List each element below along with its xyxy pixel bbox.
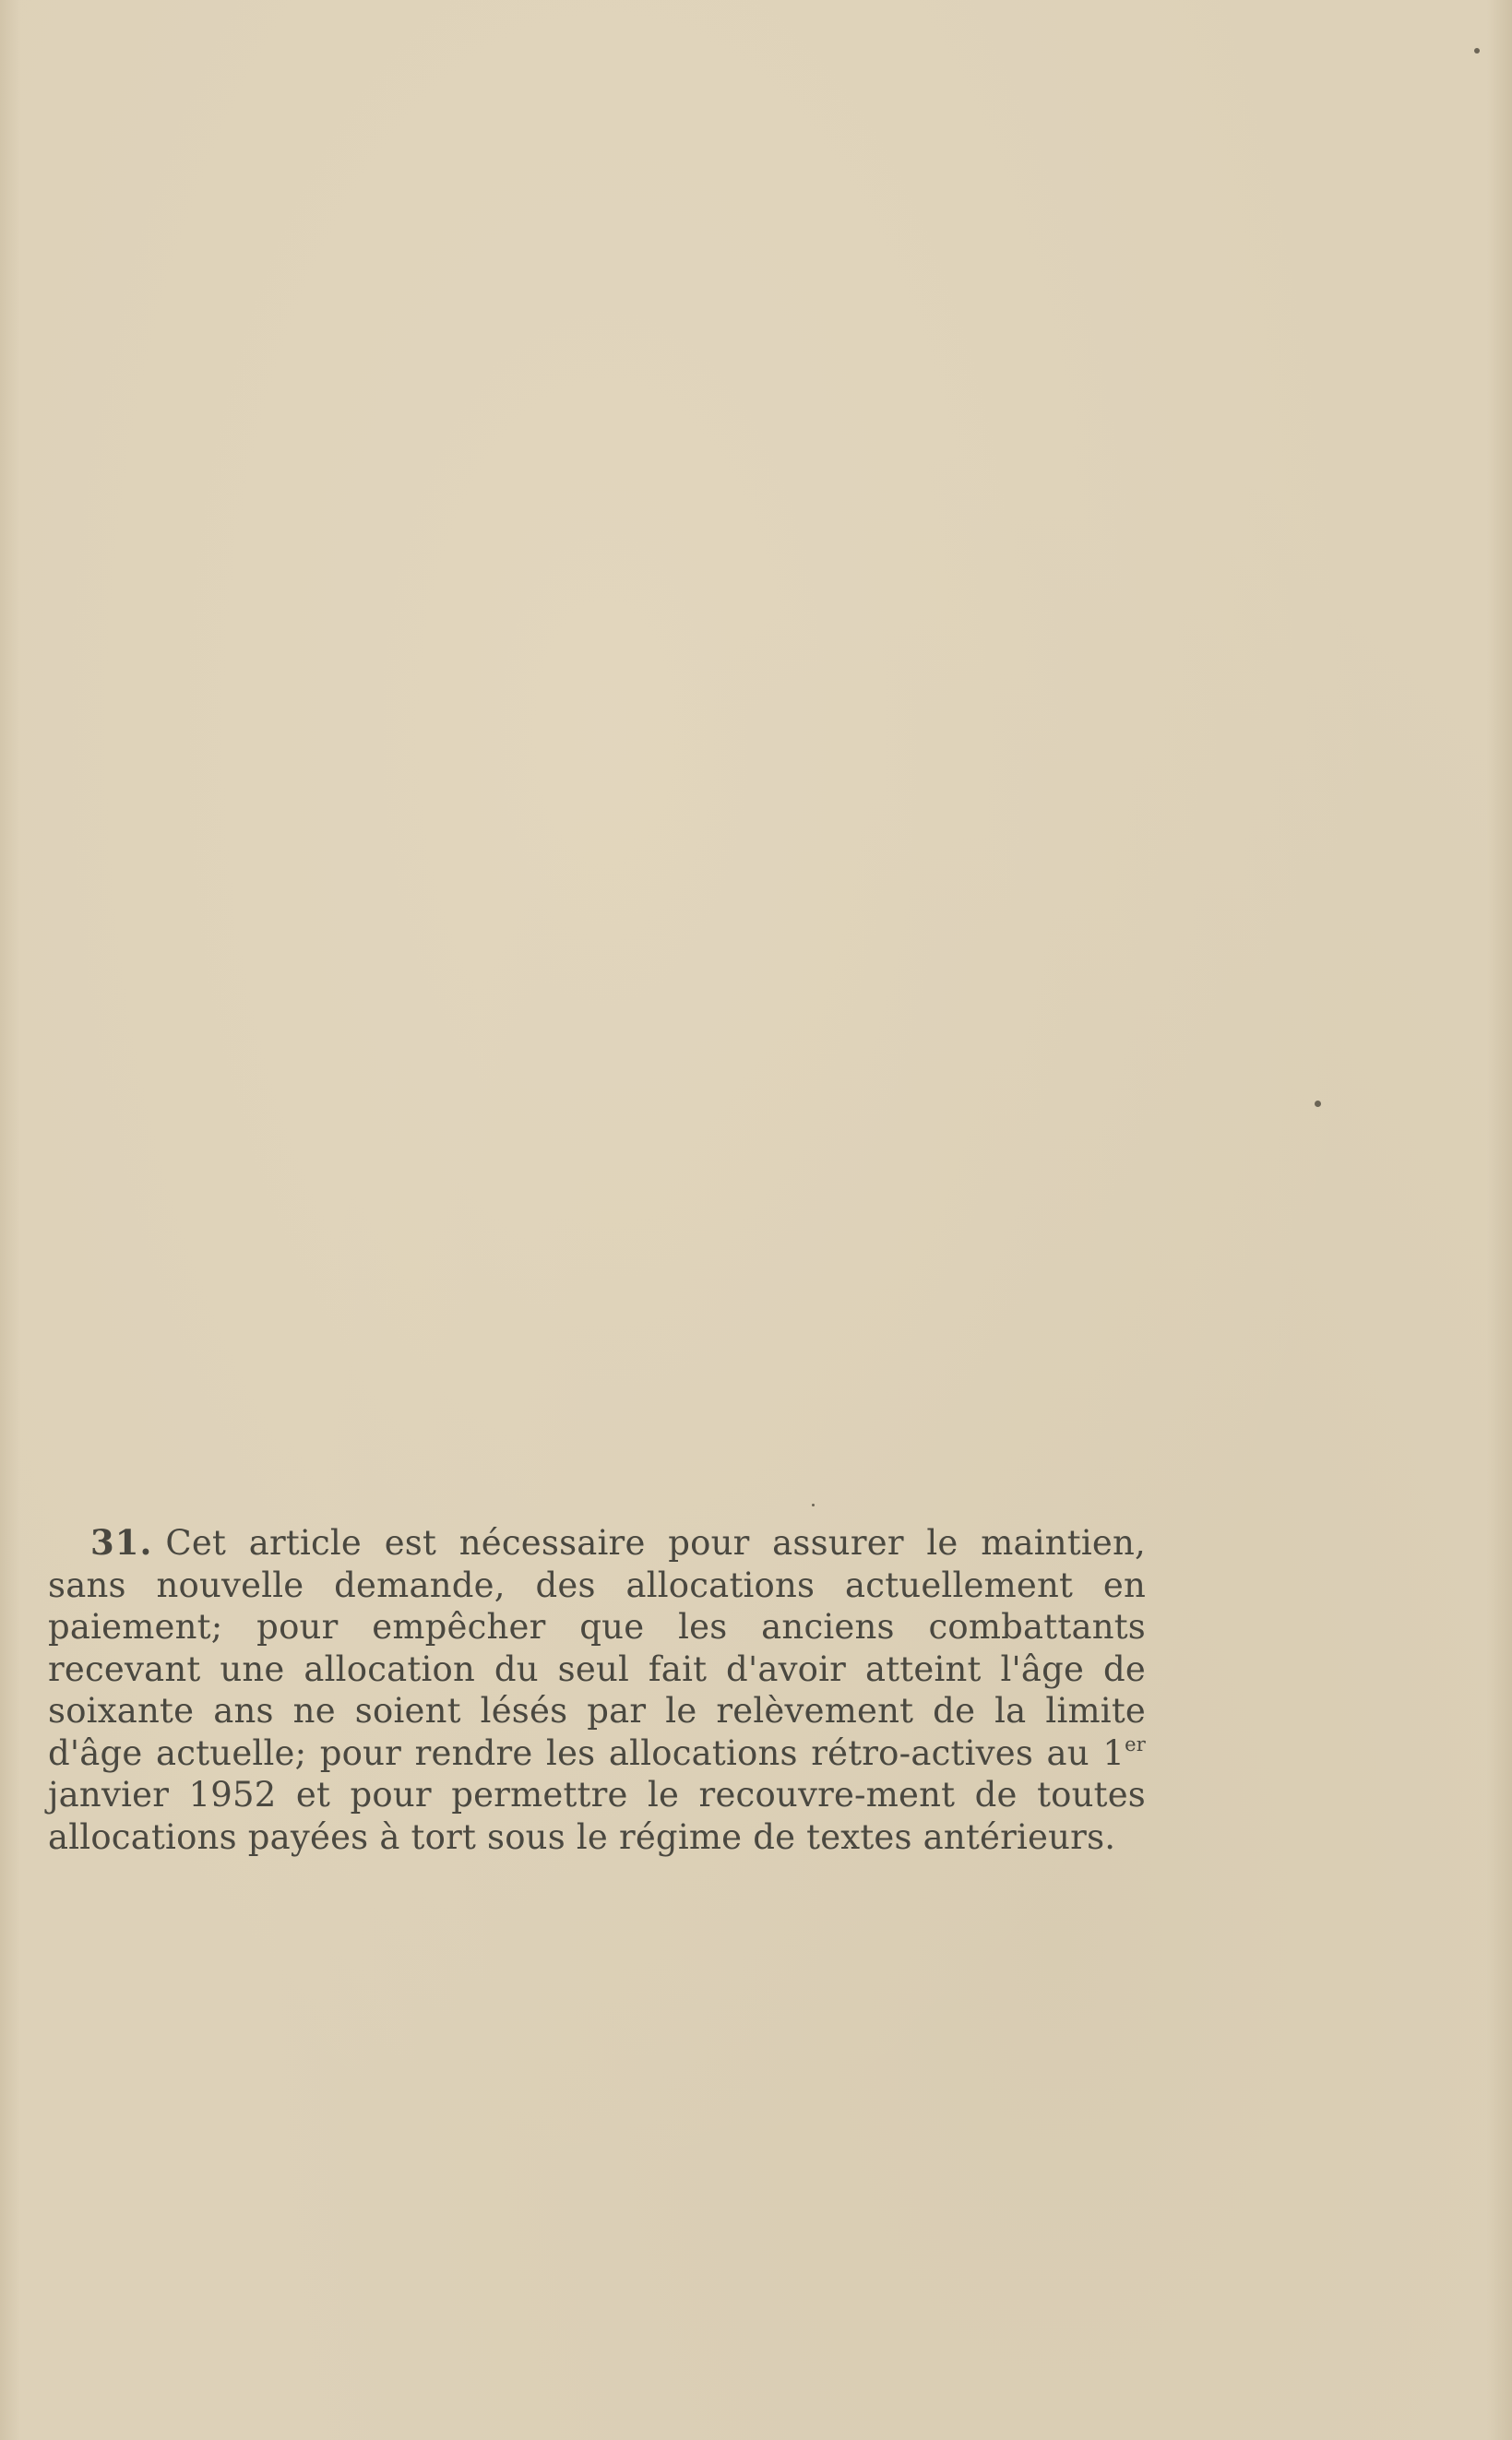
footnote-number: 31. [90, 1522, 153, 1563]
paper-speck [1315, 1101, 1321, 1107]
paper-speck [1474, 48, 1480, 54]
ordinal-superscript: er [1125, 1732, 1146, 1756]
footnote-paragraph [48, 1522, 1146, 1858]
paper-speck [812, 1504, 815, 1506]
footnote-text: Cet article est nécessaire pour assurer le maintien, sans nouvelle demande, des allocations actuellement en paiement; pour empêcher que les anciens combattants recevant une allocation du seul fait d'avoir atteint l'âge de soixante ans ne soient lésés par le relèvement de la limite d'âge actuelle; pour rendre les allocations rétro-actives au 1 [48, 1523, 1146, 1773]
footnote-text-continued: janvier 1952 et pour permettre le recouvre-ment de toutes allocations payées à tort sous le régime de textes antérieurs. [48, 1775, 1146, 1857]
